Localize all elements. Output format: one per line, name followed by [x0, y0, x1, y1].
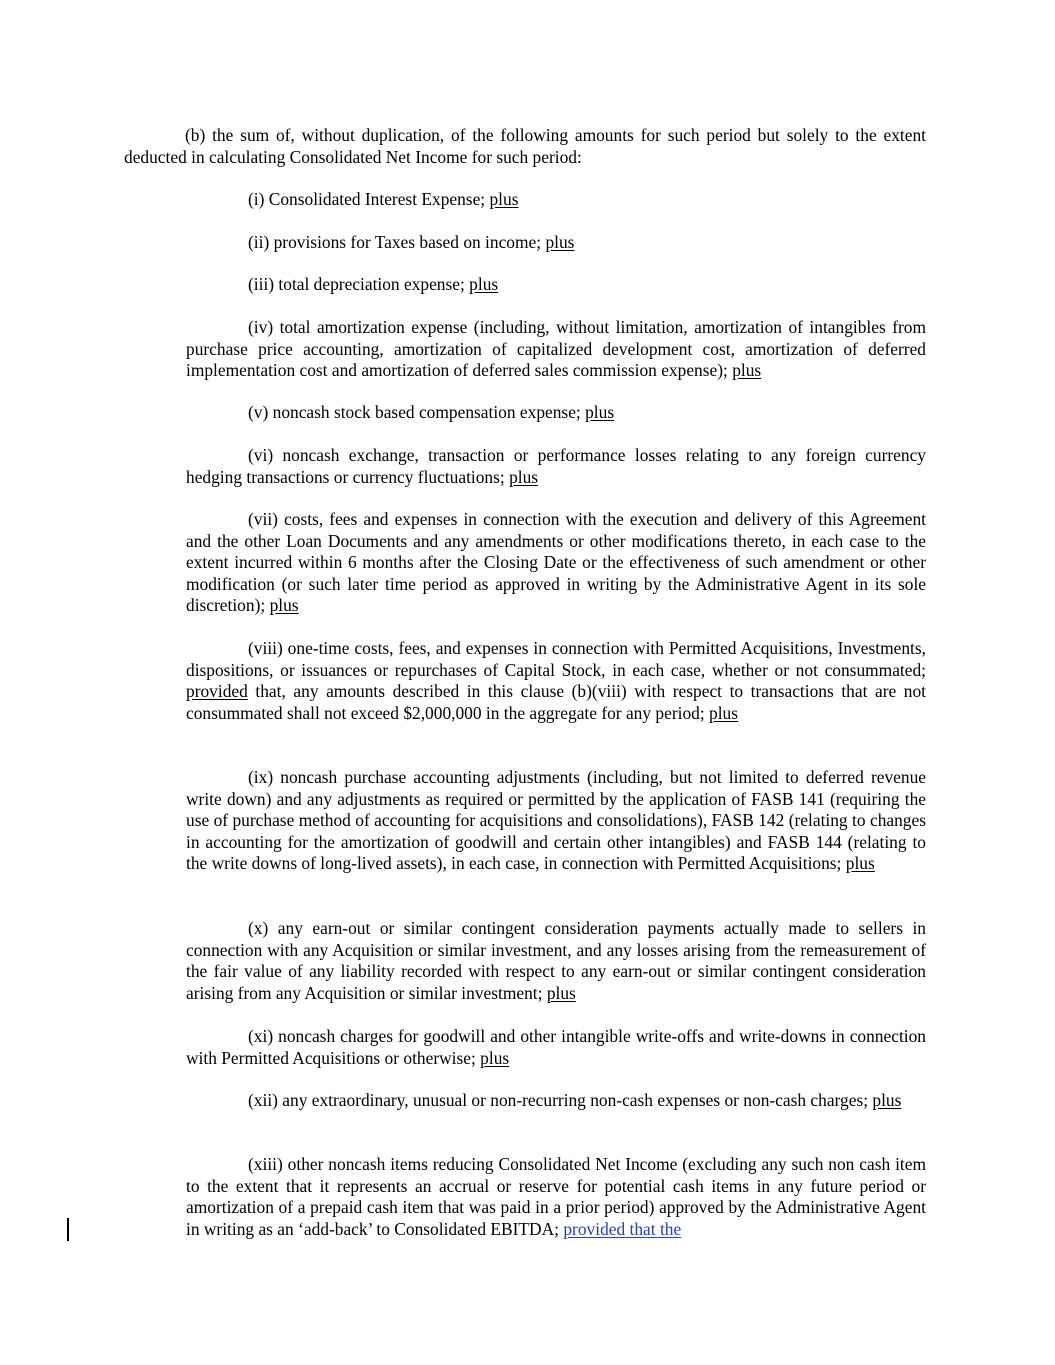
clause-xii-text: (xii) any extraordinary, unusual or non-recurring non-cash expenses or non-cash charges; — [248, 1090, 873, 1110]
clause-vii-plus: plus — [269, 595, 299, 616]
clause-vi — [186, 445, 926, 488]
clause-viii-provided: provided — [186, 681, 248, 702]
clause-x-text: (x) any earn-out or similar contingent consideration payments actually made to sellers in connection with any Acquisition or similar investment, and any losses arising from the remeasurement of the fair value of any liability recorded with respect to any earn-out or similar contingent consideration arising from any Acquisition or similar investment; — [186, 918, 926, 1003]
clause-xiii — [186, 1154, 926, 1240]
clause-v — [186, 402, 926, 424]
clause-v-plus: plus — [585, 402, 615, 422]
clause-xii-plus: plus — [872, 1090, 902, 1110]
clause-ii — [186, 232, 926, 254]
clause-xi-plus: plus — [480, 1047, 510, 1068]
clause-ii-text: (ii) provisions for Taxes based on income; — [248, 232, 546, 252]
clause-vi-text: (vi) noncash exchange, transaction or performance losses relating to any foreign currency hedging transactions or currency fluctuations; — [186, 445, 926, 487]
clause-viii — [186, 638, 926, 724]
clause-ix-plus: plus — [845, 853, 875, 874]
clause-iv-text: (iv) total amortization expense (including, without limitation, amortization of intangibles from purchase price accounting, amortization of capitalized development cost, amortization of deferred implementation cost and amortization of deferred sales commission expense); — [186, 317, 926, 381]
clause-i-plus: plus — [489, 189, 519, 209]
clause-vii-text: (vii) costs, fees and expenses in connection with the execution and delivery of this Agreement and the other Loan Documents and any amendments or other modifications thereto, in each case to the extent incurred within 6 months after the Closing Date or the effectiveness of such amendment or other modification (or such later time period as approved in writing by the Administrative Agent in its sole discretion); — [186, 509, 926, 616]
clause-ix — [186, 767, 926, 875]
clause-xi-text: (xi) noncash charges for goodwill and other intangible write-offs and write-downs in connection with Permitted Acquisitions or otherwise; — [186, 1026, 926, 1068]
clause-xiii-text: (xiii) other noncash items reducing Consolidated Net Income (excluding any such non cash item to the extent that it represents an accrual or reserve for potential cash items in any future period or amortization of a prepaid cash item that was paid in a prior period) approved by the Administrative Agent in writing as an ‘add-back’ to Consolidated EBITDA; — [186, 1154, 926, 1239]
revision-change-bar — [67, 1218, 69, 1241]
clause-xi — [186, 1026, 926, 1069]
clause-i — [186, 189, 926, 211]
clause-iii-text: (iii) total depreciation expense; — [248, 274, 470, 294]
clause-viii-text-a: (viii) one-time costs, fees, and expenses in connection with Permitted Acquisitions, Investments, dispositions, or issuances or repurchases of Capital Stock, in each case, whether or not consummated; — [186, 638, 926, 680]
clause-x-plus: plus — [546, 982, 576, 1003]
clause-ix-text: (ix) noncash purchase accounting adjustments (including, but not limited to deferred revenue write down) and any adjustments as required or permitted by the application of FASB 141 (requiring the use of purchase method of accounting for acquisitions and consolidations), FASB 142 (relating to changes in accounting for the amortization of goodwill and certain other intangibles) and FASB 144 (relating to the write downs of long-lived assets), in each case, in connection with Permitted Acquisitions; — [186, 767, 926, 874]
clause-xiii-inserted-provided-link[interactable]: provided that the — [563, 1218, 682, 1239]
clause-iii-plus: plus — [469, 274, 499, 294]
clause-iv-plus: plus — [732, 360, 762, 381]
clause-x — [186, 918, 926, 1004]
clause-b-intro-text: (b) the sum of, without duplication, of the following amounts for such period but solely to the extent deducted in calculating Consolidated Net Income for such period: — [124, 125, 926, 167]
clause-ii-plus: plus — [545, 232, 575, 252]
clause-v-text: (v) noncash stock based compensation expense; — [248, 402, 586, 422]
clause-vi-plus: plus — [509, 466, 539, 487]
clause-iii — [186, 274, 926, 296]
clause-b-intro — [124, 125, 926, 168]
clause-viii-plus: plus — [709, 702, 739, 723]
clause-i-text: (i) Consolidated Interest Expense; — [248, 189, 490, 209]
clause-vii — [186, 509, 926, 617]
clause-xii — [186, 1090, 926, 1112]
clause-viii-text-b: that, any amounts described in this clause (b)(viii) with respect to transactions that are not consummated shall not exceed $2,000,000 in the aggregate for any period; — [186, 681, 926, 723]
clause-iv — [186, 317, 926, 382]
